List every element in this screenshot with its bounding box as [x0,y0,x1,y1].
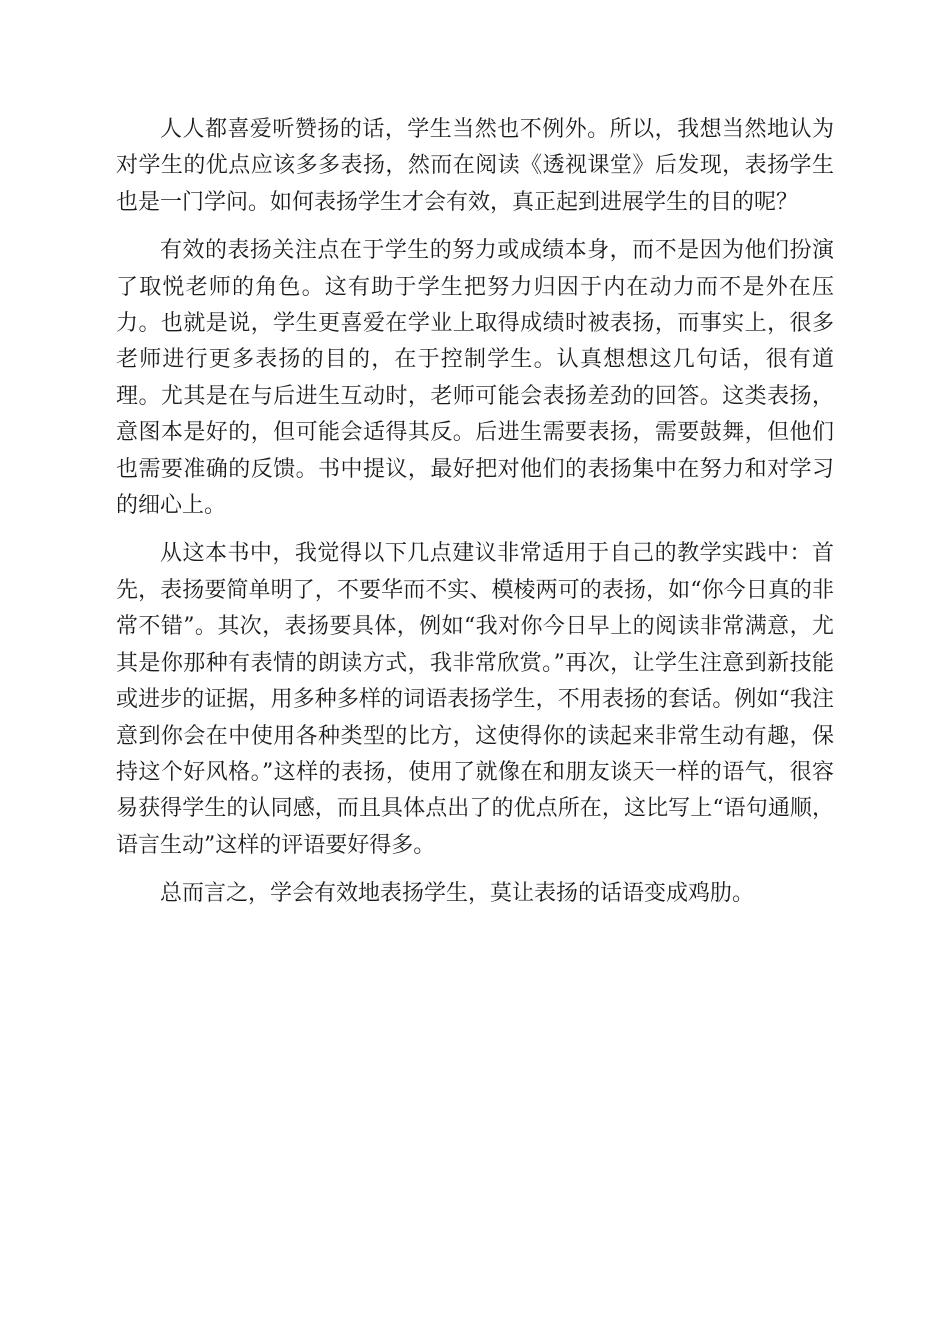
paragraph-2: 有效的表扬关注点在于学生的努力或成绩本身，而不是因为他们扮演了取悦老师的角色。这有助于学生把努力归因于内在动力而不是外在压力。也就是说，学生更喜爱在学业上取得成绩时被表扬，而事实上，很多老师进行更多表扬的目的，在于控制学生。认真想想这几句话，很有道理。尤其是在与后进生互动时，老师可能会表扬差劲的回答。这类表扬，意图本是好的，但可能会适得其反。后进生需要表扬，需要鼓舞，但他们也需要准确的反馈。书中提议，最好把对他们的表扬集中在努力和对学习的细心上。 [116,238,834,519]
paragraph-3: 从这本书中，我觉得以下几点建议非常适用于自己的教学实践中：首先，表扬要简单明了，不要华而不实、模棱两可的表扬，如“你今日真的非常不错”。其次，表扬要具体，例如“我对你今日早上的阅读非常满意，尤其是你那种有表情的朗读方式，我非常欣赏。”再次，让学生注意到新技能或进步的证据，用多种多样的词语表扬学生，不用表扬的套话。例如“我注意到你会在中使用各种类型的比方，这使得你的读起来非常生动有趣，保持这个好风格。”这样的表扬，使用了就像在和朋友谈天一样的语气，很容易获得学生的认同感，而且具体点出了的优点所在，这比写上“语句通顺，语言生动”这样的评语要好得多。 [116,541,834,858]
paragraph-4: 总而言之，学会有效地表扬学生，莫让表扬的话语变成鸡肋。 [160,881,755,907]
paragraph-1: 人人都喜爱听赞扬的话，学生当然也不例外。所以，我想当然地认为对学生的优点应该多多表扬，然而在阅读《透视课堂》后发现，表扬学生也是一门学问。如何表扬学生才会有效，真正起到进展学生的目的呢？ [116,117,834,215]
document-body [116,112,834,925]
